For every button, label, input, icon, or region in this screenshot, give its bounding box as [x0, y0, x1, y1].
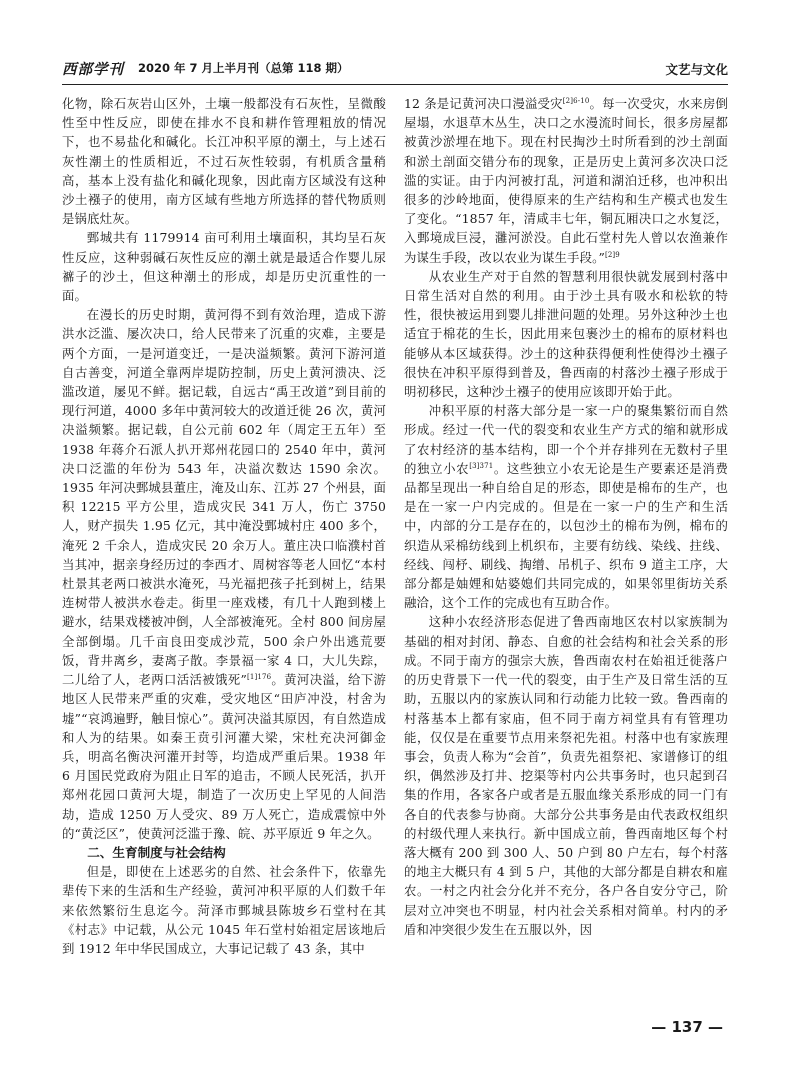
section-heading: 二、生育制度与社会结构: [87, 844, 226, 860]
paragraph: [404, 94, 728, 267]
citation: [1]176: [247, 672, 272, 681]
running-header: [62, 56, 728, 82]
citation: [2]6-10: [562, 96, 590, 105]
paragraph-text: 在漫长的历史时期，黄河得不到有效治理，造成下游洪水泛滥、屡次决口，给人民带来了沉重的灾难，主要是两个方面，一是河道变迁，一是决溢频繁。黄河下游河道自古善变，河道全靠两岸堤防控制，历史上黄河溃决、泛滥改道，屡见不鲜。据记载，自远古“禹王改道”到目前的现行河道，4000 多年中黄河较大的改道迁徙 26 次，黄河决溢频繁。据记载，自公元前 602 年（周定王五年）至 1938 年蒋介石派人扒开郑州花园口的 2540 年中，黄河决口泛滥的年份为 543 年，决溢次数达 1590 余次。1935 年河决鄄城县董庄，淹及山东、江苏 27 个州县，面积 12215 平方公里，造成灾民 341 万人，伤亡 3750 人，财产损失 1.95 亿元，其中淹没鄄城村庄 400 多个，淹死 2 千余人，造成灾民 20 余万人。董庄决口临濮村首当其冲，据亲身经历过的李西才、周树容等老人回忆“本村杜景其老两口被洪水淹死，马光福把孩子托到树上，结果连树带人被洪水卷走。街里一座戏楼，有几十人跑到楼上避水，结果戏楼被冲倒，人全部被淹死。全村 800 间房屋全部倒塌。几千亩良田变成沙荒，500 余户外出逃荒要饭，背井离乡，妻离子散。李景福一家 4 口，大儿失踪，二儿给了人，老两口活活被饿死”: [62, 307, 386, 688]
section-name: 文艺与文化: [665, 62, 728, 77]
paragraph: 但是，即使在上述恶劣的自然、社会条件下，依靠先辈传下来的生活和生产经验，黄河冲积平原的人们数千年来依然繁衍生息迄今。菏泽市鄄城县陈坡乡石堂村在其《村志》中记载，从公元 1045 年石堂村始祖定居该地后到 1912 年中华民国成立，大事记记载了 43 条，其中: [62, 864, 386, 956]
citation: [2]9: [604, 250, 620, 259]
paragraph: 鄄城共有 1179914 亩可利用土壤面积，其均呈石灰性反应，这种弱碱石灰性反应的潮土就是最适合作婴儿尿褯子的沙土，但这种潮土的形成，却是历史沉重性的一面。: [62, 230, 386, 304]
paragraph: [62, 305, 386, 843]
paragraph-text: 冲积平原的村落大部分是一家一户的聚集繁衍而自然形成。经过一代一代的裂变和农业生产方式的缩和就形成了农村经济的基本结构，即一个个并存排列在无数村子里的独立小农: [404, 403, 728, 476]
paragraph-text: 12 条是记黄河决口漫溢受灾: [404, 96, 563, 111]
journal-logo: 西部学刊: [62, 62, 124, 78]
paragraph: 化物，除石灰岩山区外，土壤一般都没有石灰性，呈微酸性至中性反应，即使在排水不良和耕作管理粗放的情况下，也不易盐化和碱化。长江冲积平原的潮土，与上述石灰性潮土的性质相近，不过石灰性较弱，有机质含量稍高，基本上没有盐化和碱化现象，因此南方区域没有这种沙土襁子的使用，南方区域有些地方所选择的替代物质则是锅底灶灰。: [62, 96, 386, 227]
paragraph-text: 。这些独立小农无论是生产要素还是消费品都呈现出一种自给自足的形态，即使是棉布的生产，也是在一家一户内完成的。但是在一家一户的生产和生活中，内部的分工是存在的，以包沙土的棉布为例，棉布的织造从采棉纺线到上机织布，主要有纺线、染线、拄线、经线、闯杼、刷线、掏缯、吊机子、织布 9 道主工序，大部分都是妯娌和姑婆媳们共同完成的，如果邻里街坊关系融洽，这个工作的完成也有互助合作。: [404, 460, 729, 611]
left-column: [62, 94, 386, 958]
right-column: [404, 94, 728, 939]
paragraph-text: 。每一次受灾，水来房倒屋塌，水退草木丛生，决口之水漫流时间长，很多房屋都被黄沙淤埋在地下。现在村民掏沙土时所看到的沙土剖面和淤土剖面交错分布的现象，正是历史上黄河多次决口泛滥的实证。由于内河被打乱，河道和湖泊迁移，也冲积出很多的沙岭地面，使得原来的生产结构和生产模式也发生了变化。“1857 年，清咸丰七年，铜瓦厢决口之水复泛，入鄄境成巨浸，灉河淤没。自此石堂村先人曾以农渔兼作为谋生手段，改以农业为谋生手段。”: [404, 96, 728, 265]
paragraph: 从农业生产对于自然的智慧利用很快就发展到村落中日常生活对自然的利用。由于沙土具有吸水和松软的特性，很快被运用到婴儿排泄问题的处理。另外这种沙土也适宜于棉花的生长，因此用来包裹沙土的棉布的原材料也能够从本区域获得。沙土的这种获得便利性使得沙土襁子很快在冲积平原得到普及，鲁西南的村落沙土襁子形成于明初移民，这种沙土襁子的使用应该即开始于此。: [404, 268, 728, 400]
issue-info: 2020 年 7 月上半月刊（总第 118 期）: [138, 61, 349, 75]
header-rule: [62, 84, 728, 85]
citation: [3]371: [469, 461, 494, 470]
paragraph-text: 。黄河决溢，给下游地区人民带来严重的灾难，受灾地区“田庐冲没，村舍为墟”“哀鸿遍野，触目惊心”。黄河决溢其原因，有自然造成和人为的结果。如秦王贲引河灌大梁，宋杜充决河御金兵，明高名衡决河灌开封等，均造成严重后果。1938 年 6 月国民党政府为阻止日军的追击，不顾人民死活，扒开郑州花园口黄河大堤，制造了一次历史上罕见的人间浩劫，造成 1250 万人受灾、89 万人死亡，造成震惊中外的“黄泛区”，使黄河泛滥于豫、皖、苏平原近 9 年之久。: [62, 672, 386, 841]
paragraph: [404, 401, 728, 612]
paragraph: 这种小农经济形态促进了鲁西南地区农村以家族制为基础的相对封闭、静态、自愈的社会结构和社会关系的形成。不同于南方的强宗大族，鲁西南农村在始祖迁徙落户的历史背景下一代一代的裂变，由于生产及日常生活的互助，五服以内的家族认同和行动能力比较一致。鲁西南的村落基本上都有家庙，但不同于南方祠堂具有有管理功能，仅仅是在重要节点用来祭祀先祖。村落中也有家族理事会，负责人称为“会首”，负责先祖祭祀、家谱修订的组织，偶然涉及打井、挖渠等村内公共事务时，也只起到召集的作用，各家各户或者是五服血缘关系形成的同一门有各自的代表参与协商。大部分公共事务是由代表政权组织的村级代理人来执行。新中国成立前，鲁西南地区每个村落大概有 200 到 300 人、50 户到 80 户左右，每个村落的地主大概只有 4 到 5 户，其他的大部分都是自耕农和雇农。一村之内社会分化并不充分，各户各自安分守己，阶层对立冲突也不明显，村内社会关系相对简单。村内的矛盾和冲突很少发生在五服以外，因: [404, 614, 728, 937]
page-number: — 137 —: [651, 1018, 723, 1036]
